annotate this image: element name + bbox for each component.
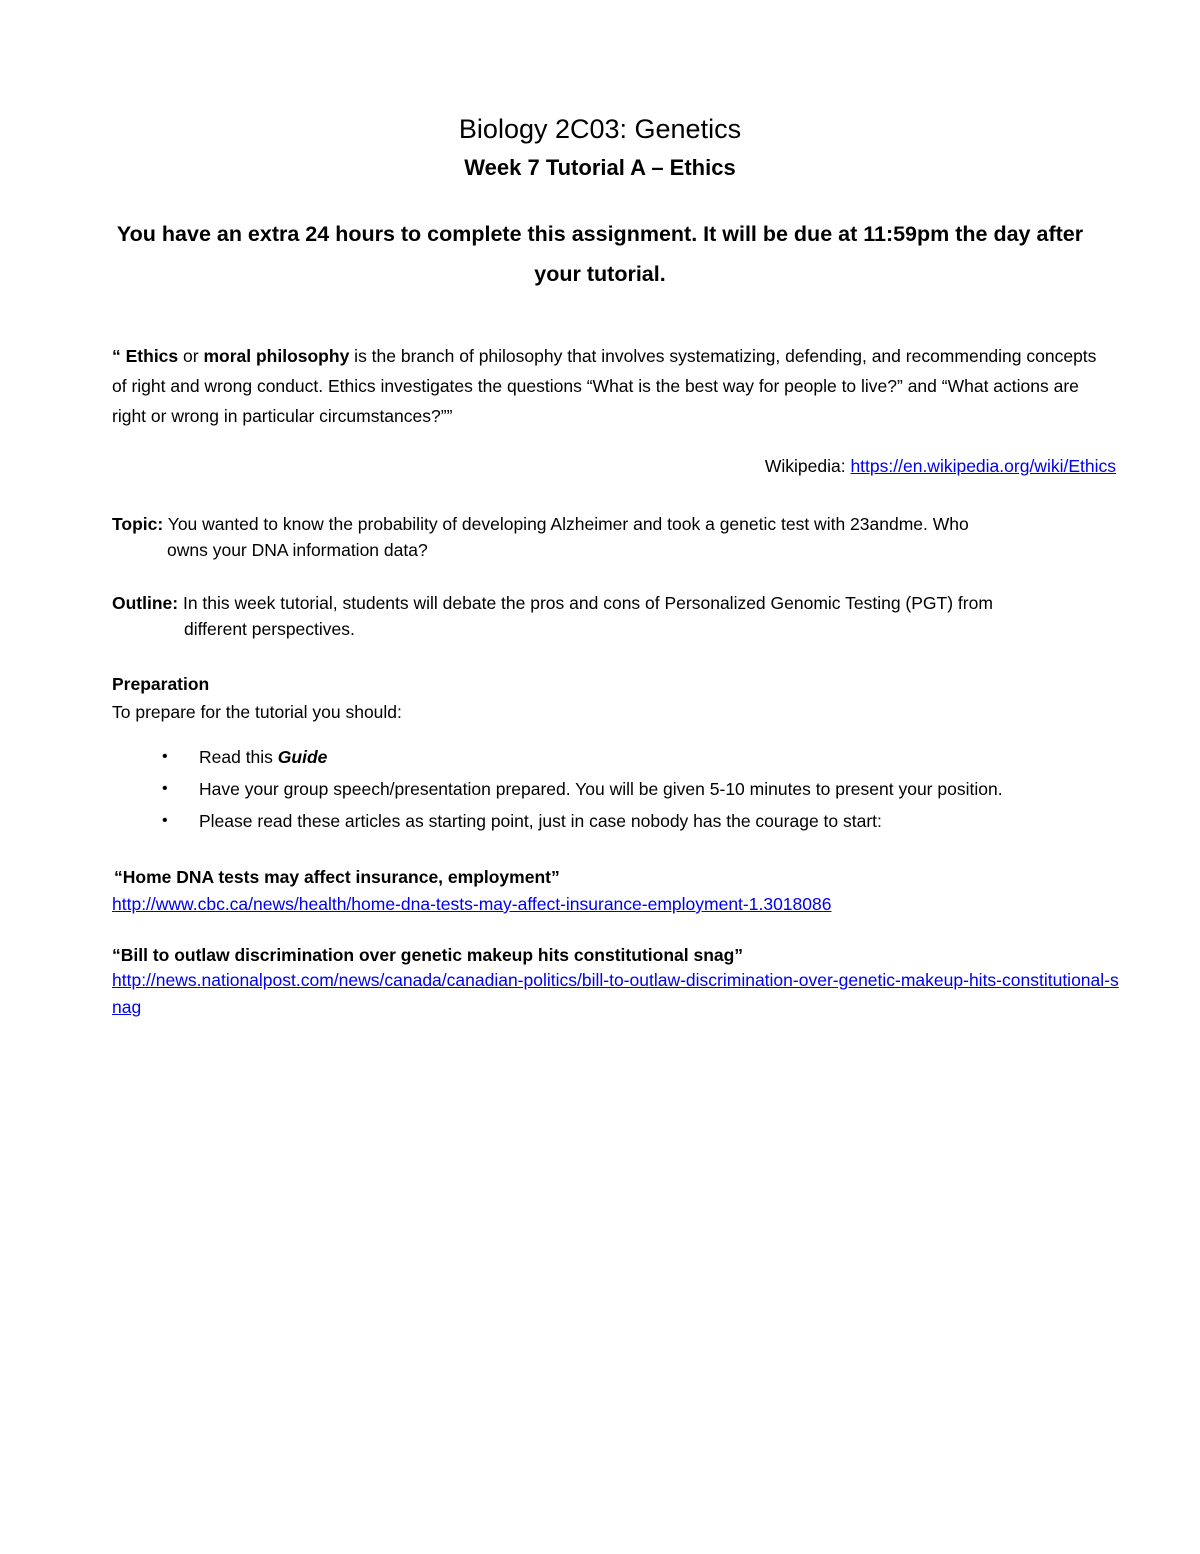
article-title: “Home DNA tests may affect insurance, employment” xyxy=(114,867,560,887)
outline-section xyxy=(112,590,1112,642)
ethics-quote xyxy=(112,341,1112,431)
bullet-icon: • xyxy=(162,812,168,829)
quote-term-ethics: Ethics xyxy=(125,346,179,366)
wikipedia-link[interactable]: https://en.wikipedia.org/wiki/Ethics xyxy=(850,456,1116,476)
article-link[interactable]: http://news.nationalpost.com/news/canada/canadian-politics/bill-to-outlaw-discrimination-over-genetic-makeup-hits-constitutional-snag xyxy=(112,970,1119,1017)
topic-label: Topic: xyxy=(112,514,164,534)
outline-text-line1: In this week tutorial, students will debate the pros and cons of Personalized Genomic Testing (PGT) from xyxy=(178,593,993,613)
quote-source xyxy=(765,451,1116,481)
source-label: Wikipedia: xyxy=(764,456,851,476)
quote-or: or xyxy=(178,346,204,366)
list-item xyxy=(112,742,1072,772)
bullet-icon: • xyxy=(162,748,168,765)
quote-term-moral-philosophy: moral philosophy xyxy=(203,346,350,366)
topic-text-line1: You wanted to know the probability of developing Alzheimer and took a genetic test with 23andme. Who xyxy=(163,514,969,534)
topic-text-line2: owns your DNA information data? xyxy=(167,540,428,560)
bullet-text: Please read these articles as starting point, just in case nobody has the courage to start: xyxy=(199,811,882,831)
bullet-text: Have your group speech/presentation prepared. You will be given 5-10 minutes to present your position. xyxy=(199,779,1003,799)
article-title: “Bill to outlaw discrimination over genetic makeup hits constitutional snag” xyxy=(112,945,744,965)
list-item xyxy=(112,806,1072,836)
article-link[interactable]: http://www.cbc.ca/news/health/home-dna-tests-may-affect-insurance-employment-1.3018086 xyxy=(112,894,832,914)
preparation-heading: Preparation xyxy=(112,674,210,694)
bullet-text: Read this xyxy=(199,747,278,767)
quote-text: is the branch of philosophy that involves systematizing, defending, and recommending concepts of right and wrong conduct. Ethics investigates the questions “What is the best way for people to live?” and “What actions are right or wrong in particular circumstances?”” xyxy=(112,346,1097,426)
quote-open-mark: “ xyxy=(112,346,126,366)
topic-section xyxy=(112,511,1112,563)
course-title: Biology 2C03: Genetics xyxy=(458,114,742,144)
outline-label: Outline: xyxy=(112,593,179,613)
preparation-intro: To prepare for the tutorial you should: xyxy=(112,702,402,722)
outline-text-line2: different perspectives. xyxy=(184,619,355,639)
bullet-icon: • xyxy=(162,780,168,797)
deadline-notice: You have an extra 24 hours to complete this assignment. It will be due at 11:59pm the day after your tutorial. xyxy=(116,222,1084,286)
guide-emphasis: Guide xyxy=(277,747,328,767)
preparation-list xyxy=(112,742,1072,838)
tutorial-subtitle: Week 7 Tutorial A – Ethics xyxy=(464,155,736,180)
list-item xyxy=(112,774,1072,804)
